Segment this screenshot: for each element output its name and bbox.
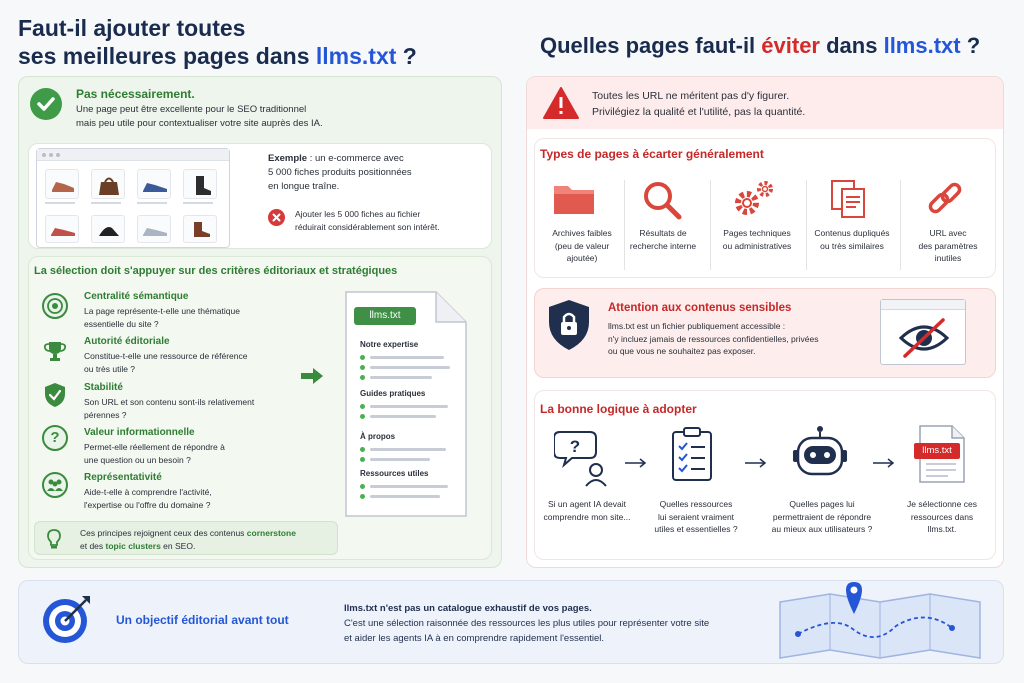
example-warning: Ajouter les 5 000 fiches au fichier réduirait considérablement son intérêt. — [295, 209, 440, 232]
example-text: Exemple : un e-commerce avec 5 000 fiches produits positionnées en longue traîne. — [268, 153, 412, 192]
check-icon — [30, 88, 62, 120]
map-icon — [776, 580, 986, 662]
criterion-desc: Son URL et son contenu sont-ils relativement pérennes ? — [84, 397, 255, 420]
robot-icon — [790, 424, 850, 484]
gears-icon — [730, 178, 778, 220]
criterion-desc: Aide-t-elle à comprendre l'activité, l'expertise ou l'offre du domaine ? — [84, 487, 212, 510]
target-icon — [42, 293, 68, 319]
doc-section-title: Guides pratiques — [360, 389, 426, 398]
criterion-title: Centralité sémantique — [84, 291, 189, 302]
flow-label: Si un agent IA devait comprendre mon site... — [543, 499, 631, 522]
footer-text: llms.txt n'est pas un catalogue exhaustif de vos pages. C'est une sélection raisonnée des ressources les plus utiles pour représenter votre site et aider les agents IA à en comprendre rapidement l'essentiel. — [344, 603, 710, 644]
link-icon — [925, 180, 965, 218]
answer-text: Une page peut être excellente pour le SEO traditionnel mais peu utile pour contextualiser votre site auprès des IA. — [76, 104, 323, 129]
logic-title: La bonne logique à adopter — [540, 402, 697, 416]
folder-icon — [552, 180, 596, 218]
criteria-title: La sélection doit s'appuyer sur des critères éditoriaux et stratégiques — [34, 265, 398, 277]
checklist-icon — [670, 426, 714, 482]
warning-text: Toutes les URL ne méritent pas d'y figurer. Privilégiez la qualité et l'utilité, pas la quantité. — [592, 90, 806, 118]
type-label: Contenus dupliqués ou très similaires — [814, 228, 890, 251]
doc-section-title: À propos — [360, 432, 396, 441]
type-label: URL avec des paramètres inutiles — [918, 228, 978, 263]
people-icon — [42, 472, 68, 498]
llms-highlight: llms.txt — [315, 43, 397, 69]
criterion-desc: La page représente-t-elle une thématique essentielle du site ? — [84, 306, 240, 329]
avoid-highlight: éviter — [761, 33, 820, 58]
llms-file-badge: llms.txt — [914, 443, 960, 459]
flow-label: Quelles ressources lui seraient vraiment utiles et essentielles ? — [654, 499, 738, 534]
hidden-eye-icon — [880, 299, 966, 365]
search-icon — [640, 178, 684, 222]
arrow-right-icon — [624, 455, 648, 465]
lightbulb-icon — [44, 527, 64, 551]
doc-section-title: Notre expertise — [360, 340, 419, 349]
left-title-line1: Faut-il ajouter toutes — [18, 15, 246, 41]
type-label: Archives faibles (peu de valeur ajoutée) — [552, 228, 612, 263]
type-label: Pages techniques ou administratives — [722, 228, 792, 251]
thinking-user-icon — [554, 428, 610, 488]
warning-icon — [542, 86, 580, 120]
sensitive-text: llms.txt est un fichier publiquement accessible : n'y incluez jamais de ressources confidentielles, privées ou que vous ne souhaitez pas exposer. — [608, 321, 819, 356]
right-title: Quelles pages faut-il éviter dans llms.txt ? — [540, 33, 981, 58]
left-title-line2: ses meilleures pages dans llms.txt ? — [18, 43, 417, 69]
arrow-right-icon — [744, 455, 768, 465]
arrow-right-icon — [872, 455, 896, 465]
error-icon — [268, 209, 285, 226]
criterion-title: Autorité éditoriale — [84, 336, 170, 347]
criterion-desc: Constitue-t-elle une ressource de référence ou très utile ? — [84, 351, 248, 374]
shield-check-icon — [42, 381, 68, 409]
question-icon: ? — [42, 425, 68, 451]
duplicate-icon — [828, 178, 868, 220]
doc-section-title: Ressources utiles — [360, 469, 429, 478]
sensitive-title: Attention aux contenus sensibles — [608, 302, 792, 314]
criterion-title: Stabilité — [84, 382, 123, 393]
svg-text:?: ? — [569, 437, 581, 456]
type-label: Résultats de recherche interne — [629, 228, 697, 251]
target-arrow-icon — [40, 592, 94, 646]
types-title: Types de pages à écarter généralement — [540, 147, 764, 161]
arrow-right-icon — [299, 366, 325, 386]
left-title — [18, 14, 417, 70]
criterion-title: Valeur informationnelle — [84, 427, 195, 438]
answer-title: Pas nécessairement. — [76, 87, 195, 101]
shield-lock-icon — [546, 298, 592, 352]
criterion-title: Représentativité — [84, 472, 162, 483]
trophy-icon — [42, 338, 68, 364]
criterion-desc: Permet-elle réellement de répondre à une question ou un besoin ? — [84, 442, 225, 465]
flow-label: Je sélectionne ces ressources dans llms.txt. — [907, 499, 977, 534]
footer-title: Un objectif éditorial avant tout — [116, 613, 289, 627]
llms-badge: llms.txt — [354, 307, 416, 325]
flow-label: Quelles pages lui permettraient de répondre au mieux aux utilisateurs ? — [771, 499, 873, 534]
tip-text: Ces principes rejoignent ceux des contenus cornerstone et des topic clusters en SEO. — [80, 528, 296, 551]
ecommerce-mockup — [36, 148, 230, 248]
